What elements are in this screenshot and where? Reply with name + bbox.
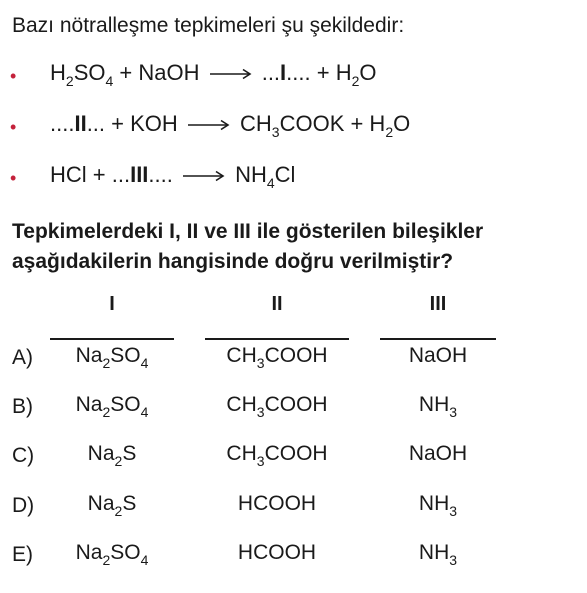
formula-text: NaOH xyxy=(408,442,468,465)
formula-text: COOK + H xyxy=(279,111,386,136)
formula-text: NH xyxy=(418,393,450,416)
option-cell-I xyxy=(50,393,174,420)
placeholder-label: I xyxy=(280,60,287,85)
column-header-I: I xyxy=(109,293,115,315)
subscript: 2 xyxy=(351,73,360,89)
option-cell-III xyxy=(380,492,496,519)
formula-text: Na xyxy=(75,541,103,564)
subscript: 2 xyxy=(102,404,111,420)
subscript: 2 xyxy=(65,73,74,89)
column-rule xyxy=(205,338,349,340)
formula-text: .... xyxy=(50,111,75,136)
formula-text: H xyxy=(50,60,66,85)
option-letter: B) xyxy=(12,395,33,418)
subscript: 2 xyxy=(102,552,111,568)
formula-text: NaOH xyxy=(408,344,468,367)
formula-text: S xyxy=(122,442,137,465)
subscript: 3 xyxy=(449,552,458,568)
bullet: • xyxy=(10,117,17,137)
option-cell-II xyxy=(205,492,349,516)
intro-text: Bazı nötralleşme tepkimeleri şu şekildedir: xyxy=(12,14,405,37)
formula-text: COOH xyxy=(264,393,328,416)
formula-text: CH xyxy=(226,393,257,416)
formula-text: SO xyxy=(110,393,141,416)
question-line-1: Tepkimelerdeki I, II ve III ile gösterilen bileşikler xyxy=(12,220,484,243)
formula-text: S xyxy=(122,492,137,515)
subscript: 3 xyxy=(256,355,265,371)
formula-text: CH xyxy=(226,344,257,367)
subscript: 4 xyxy=(266,175,275,191)
formula-text: ... + KOH xyxy=(86,111,184,136)
option-cell-III xyxy=(380,541,496,568)
reactants xyxy=(50,162,179,187)
subscript: 2 xyxy=(114,453,123,469)
option-cell-I xyxy=(50,492,174,519)
reaction-equation xyxy=(50,162,296,191)
subscript: 4 xyxy=(105,73,114,89)
formula-text: .... xyxy=(148,162,179,187)
placeholder-label: II xyxy=(74,111,87,136)
formula-text: Cl xyxy=(274,162,296,187)
reaction-equation xyxy=(50,111,411,140)
question-text xyxy=(12,217,483,277)
option-cell-II xyxy=(205,393,349,420)
column-rule xyxy=(50,338,174,340)
products xyxy=(255,60,377,89)
formula-text: COOH xyxy=(264,442,328,465)
formula-text: SO xyxy=(110,344,141,367)
reactants xyxy=(50,60,206,89)
subscript: 2 xyxy=(102,355,111,371)
option-letter: E) xyxy=(12,543,33,566)
formula-text: CH xyxy=(226,442,257,465)
reaction-3 xyxy=(0,162,587,196)
column-header-III: III xyxy=(429,293,447,315)
reactants xyxy=(50,111,184,136)
formula-text: SO xyxy=(110,541,141,564)
subscript: 2 xyxy=(385,124,394,140)
formula-text: Na xyxy=(87,442,115,465)
subscript: 3 xyxy=(256,404,265,420)
reaction-arrow-icon xyxy=(210,68,252,80)
formula-text: O xyxy=(359,60,377,85)
bullet: • xyxy=(10,168,17,188)
formula-text: HCl + ... xyxy=(50,162,131,187)
formula-text: SO xyxy=(73,60,106,85)
reaction-1 xyxy=(0,60,587,94)
question-line-2: aşağıdakilerin hangisinde doğru verilmiştir? xyxy=(12,250,454,273)
products xyxy=(233,111,411,140)
option-d[interactable] xyxy=(0,490,587,530)
subscript: 3 xyxy=(449,404,458,420)
option-cell-II xyxy=(205,442,349,469)
option-e[interactable] xyxy=(0,539,587,579)
option-cell-I xyxy=(50,442,174,469)
formula-text: O xyxy=(393,111,411,136)
subscript: 4 xyxy=(140,355,149,371)
reaction-2 xyxy=(0,111,587,145)
subscript: 2 xyxy=(114,503,123,519)
option-letter: A) xyxy=(12,346,33,369)
subscript: 4 xyxy=(140,552,149,568)
formula-text: Na xyxy=(75,344,103,367)
option-cell-III xyxy=(380,344,496,368)
formula-text: .... + H xyxy=(286,60,352,85)
reaction-equation xyxy=(50,60,377,89)
formula-text: ... xyxy=(255,60,281,85)
option-c[interactable] xyxy=(0,440,587,480)
option-cell-I xyxy=(50,541,174,568)
formula-text: + NaOH xyxy=(113,60,206,85)
formula-text: NH xyxy=(228,162,267,187)
bullet: • xyxy=(10,66,17,86)
formula-text: Na xyxy=(87,492,115,515)
option-letter: C) xyxy=(12,444,35,467)
formula-text: Na xyxy=(75,393,103,416)
subscript: 4 xyxy=(140,404,149,420)
option-a[interactable] xyxy=(0,342,587,382)
option-letter: D) xyxy=(12,494,35,517)
option-cell-I xyxy=(50,344,174,371)
option-cell-II xyxy=(205,344,349,371)
formula-text: COOH xyxy=(264,344,328,367)
option-cell-III xyxy=(380,442,496,466)
option-b[interactable] xyxy=(0,391,587,431)
formula-text: HCOOH xyxy=(237,492,317,515)
reaction-arrow-icon xyxy=(183,170,225,182)
subscript: 3 xyxy=(271,124,280,140)
option-cell-III xyxy=(380,393,496,420)
reaction-arrow-icon xyxy=(188,119,230,131)
column-rule xyxy=(380,338,496,340)
subscript: 3 xyxy=(256,453,265,469)
formula-text: HCOOH xyxy=(237,541,317,564)
column-header-II: II xyxy=(271,293,283,315)
placeholder-label: III xyxy=(130,162,149,187)
formula-text: CH xyxy=(233,111,272,136)
products xyxy=(228,162,296,191)
subscript: 3 xyxy=(449,503,458,519)
formula-text: NH xyxy=(418,541,450,564)
option-cell-II xyxy=(205,541,349,565)
formula-text: NH xyxy=(418,492,450,515)
